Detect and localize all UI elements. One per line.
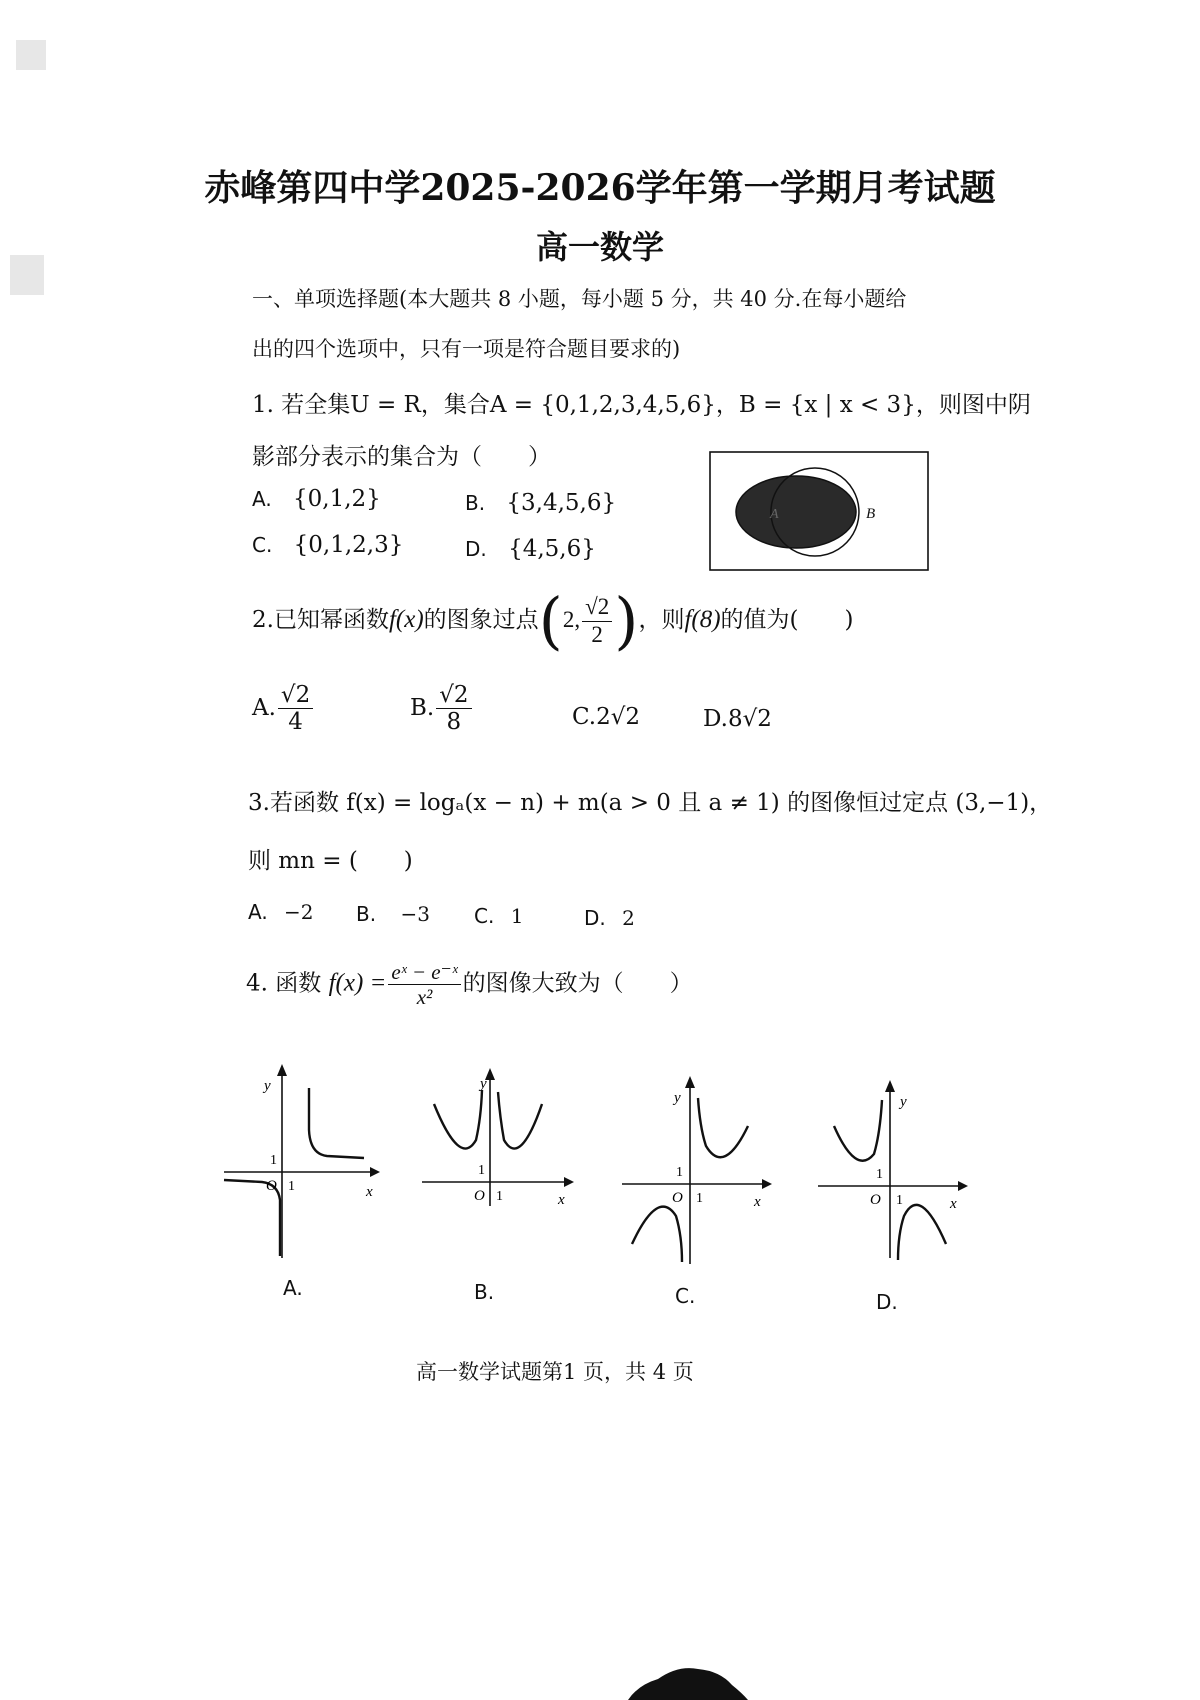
tick-1-y: 1	[876, 1167, 883, 1182]
option-label: C.	[252, 533, 273, 557]
frac-den: x²	[416, 985, 433, 1010]
frac-num: eˣ − e⁻ˣ	[388, 960, 460, 985]
q3-option-c	[474, 904, 523, 928]
curve-right	[698, 1098, 748, 1157]
x-label: x	[754, 1194, 761, 1210]
set-a-label: A	[770, 507, 779, 522]
curve-right	[898, 1205, 946, 1260]
q3-stem-line1: 3.若函数 f(x) = logₐ(x − n) + m(a > 0 且 a ≠ 1) 的图像恒过定点 (3,−1)，	[248, 790, 1053, 816]
option-text: {4,5,6}	[508, 536, 596, 562]
q3-option-b	[356, 902, 430, 926]
q4-graph-b-label: B.	[474, 1280, 495, 1304]
option-label: D.	[703, 706, 728, 732]
curve-left	[632, 1207, 682, 1262]
option-text: {3,4,5,6}	[506, 490, 617, 516]
q1-option-a	[252, 486, 381, 512]
q2-option-b	[410, 682, 474, 736]
q4-graph-a	[222, 1060, 392, 1260]
option-text: {0,1,2}	[293, 486, 381, 512]
set-a-ellipse	[736, 476, 856, 548]
x-axis-arrow	[370, 1167, 380, 1177]
frac-den: 4	[288, 709, 303, 736]
q2-text-1: 2.已知幂函数	[252, 607, 389, 633]
origin-label: O	[672, 1190, 683, 1206]
q4-fraction	[388, 960, 460, 1009]
x-axis-arrow	[762, 1179, 772, 1189]
q2-fx: f(x)	[388, 606, 424, 633]
q4-graph-a-label: A.	[283, 1276, 303, 1300]
option-text: 1	[510, 904, 524, 928]
section-heading-line2: 出的四个选项中，只有一项是符合题目要求的)	[252, 337, 681, 361]
option-label: A.	[252, 487, 272, 511]
q2-text-4: 的值为( )	[720, 607, 854, 633]
q1-option-b	[465, 490, 616, 516]
q4-graph-c-label: C.	[675, 1284, 696, 1308]
frac-den: 2	[591, 621, 603, 647]
option-text: 2√2	[596, 704, 641, 730]
exam-title: 赤峰第四中学2025-2026学年第一学期月考试题	[204, 167, 996, 209]
x-label: x	[366, 1184, 373, 1200]
q4-graph-c	[620, 1072, 790, 1268]
y-label: y	[674, 1090, 681, 1106]
q2-option-a	[252, 682, 315, 736]
tick-1-y: 1	[478, 1163, 485, 1178]
tick-1-x: 1	[696, 1191, 703, 1206]
curve-left	[434, 1090, 482, 1149]
x-label: x	[950, 1196, 957, 1212]
q2-text-2: 的图象过点	[423, 607, 539, 633]
option-text: {0,1,2,3}	[293, 532, 404, 558]
q2-stem: 2.已知幂函数f(x)的图象过点(2, $\frac{√2}{2}$ )，则f(8)的值为( )	[252, 584, 854, 657]
x-axis-arrow	[564, 1177, 574, 1187]
q1-option-d	[465, 536, 596, 562]
q2-text-3: ，则	[638, 607, 685, 633]
q4-text-1: 4. 函数	[246, 970, 322, 997]
q4-fx: f(x) =	[328, 969, 387, 997]
option-label: A.	[252, 694, 276, 721]
y-axis-arrow	[277, 1064, 287, 1076]
curve-right	[498, 1092, 542, 1149]
q3-option-a	[248, 900, 314, 924]
y-label: y	[900, 1094, 907, 1110]
option-label: A.	[248, 900, 268, 924]
option-label: B.	[410, 694, 435, 721]
origin-label: O	[870, 1192, 881, 1208]
option-text: −3	[400, 902, 430, 926]
y-label: y	[480, 1076, 487, 1092]
option-text: 2	[622, 906, 635, 930]
option-frac	[278, 682, 313, 736]
subject-title: 高一数学	[535, 228, 664, 266]
q4-graph-d-label: D.	[876, 1290, 898, 1314]
scan-artifact	[16, 40, 46, 70]
q2-point-x: 2,	[562, 607, 581, 632]
scan-blob	[628, 1655, 748, 1700]
y-label: y	[264, 1078, 271, 1094]
option-text: −2	[284, 900, 314, 924]
option-label: D.	[584, 906, 606, 930]
q4-graph-d	[816, 1076, 988, 1272]
tick-1-x: 1	[288, 1179, 295, 1194]
x-label: x	[558, 1192, 565, 1208]
q4-graph-b	[418, 1066, 588, 1216]
q2-point-y	[582, 594, 612, 648]
frac-den: 8	[446, 709, 462, 736]
option-label: D.	[465, 537, 487, 561]
q2-f8: f(8)	[684, 606, 721, 633]
curve-left	[834, 1100, 882, 1161]
venn-diagram	[708, 450, 930, 572]
q4-stem	[246, 960, 693, 1009]
origin-label: O	[266, 1178, 277, 1194]
tick-1-y: 1	[270, 1153, 277, 1168]
option-text: 8√2	[727, 706, 772, 732]
option-label: B.	[465, 491, 486, 515]
page-footer: 高一数学试题第1 页，共 4 页	[416, 1360, 694, 1384]
curve-right	[309, 1088, 364, 1158]
q2-option-d	[703, 706, 772, 732]
set-b-label: B	[866, 506, 876, 522]
option-label: C.	[572, 704, 597, 730]
section-heading-line1: 一、单项选择题(本大题共 8 小题，每小题 5 分，共 40 分.在每小题给	[252, 287, 907, 311]
y-axis-arrow	[885, 1080, 895, 1092]
origin-label: O	[474, 1188, 485, 1204]
tick-1-x: 1	[896, 1193, 903, 1208]
frac-num: √2	[436, 682, 471, 709]
frac-num: √2	[582, 594, 612, 621]
q2-option-c	[572, 704, 640, 730]
option-label: B.	[356, 902, 377, 926]
q1-stem-line1: 1. 若全集U = R，集合A = {0,1,2,3,4,5,6}，B = {x | x < 3}，则图中阴	[252, 392, 1031, 418]
q3-stem-line2: 则 mn = ( )	[248, 848, 413, 874]
q1-option-c	[252, 532, 403, 558]
q1-stem-line2: 影部分表示的集合为（ ）	[252, 444, 551, 470]
x-axis-arrow	[958, 1181, 968, 1191]
tick-1-y: 1	[676, 1165, 683, 1180]
q4-text-2: 的图像大致为（ ）	[462, 970, 693, 997]
y-axis-arrow	[685, 1076, 695, 1088]
tick-1-x: 1	[496, 1189, 503, 1204]
option-label: C.	[474, 904, 495, 928]
option-frac	[436, 682, 471, 736]
q3-option-d	[584, 906, 635, 930]
frac-num: √2	[278, 682, 313, 709]
